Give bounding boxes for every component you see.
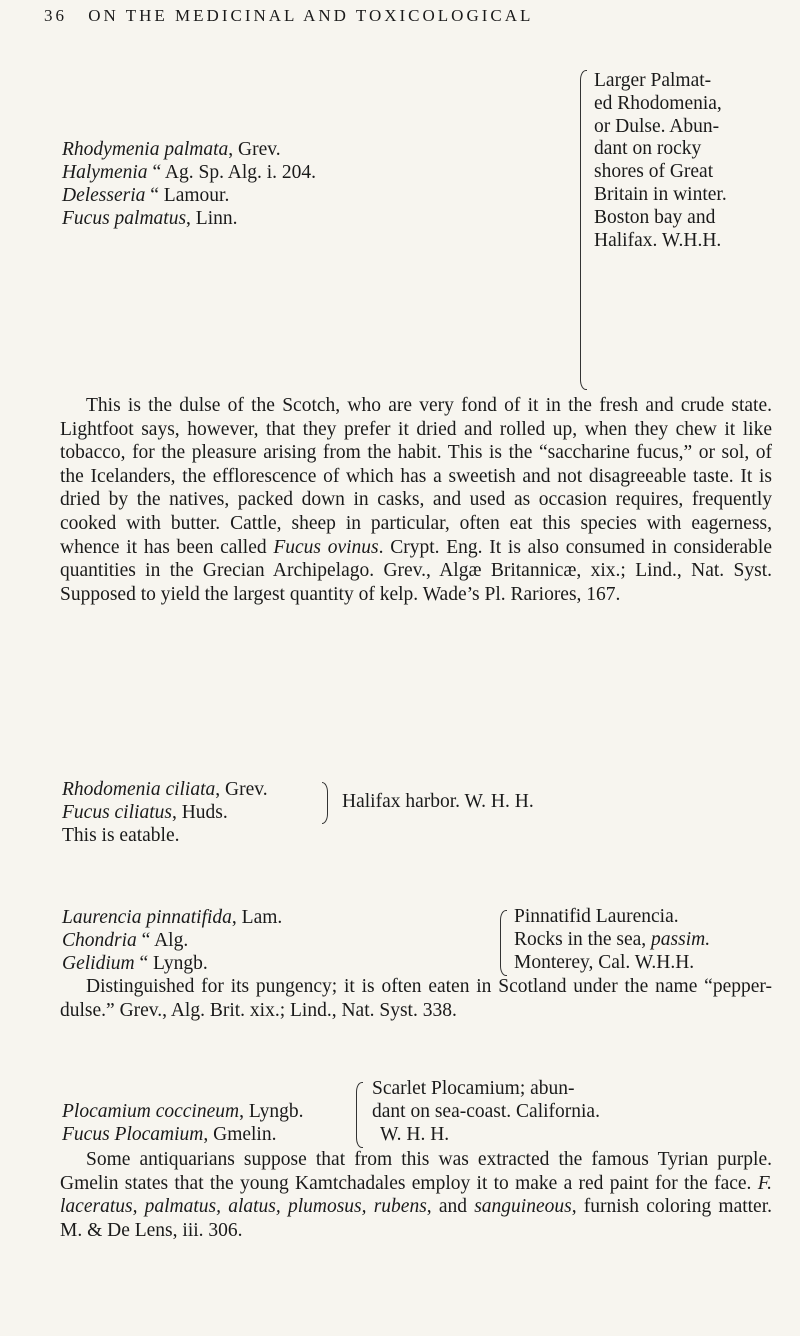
brace-mark	[580, 70, 587, 390]
synonym-line: Halymenia “ Ag. Sp. Alg. i. 204.	[62, 162, 317, 183]
entry2-location: Halifax harbor. W. H. H.	[342, 791, 534, 812]
entry3-synonyms	[62, 906, 282, 975]
entry1-synonyms	[62, 138, 316, 230]
entry3-description: Distinguished for its pungency; it is often eaten in Scotland under the name “pepper-dulse.” Grev., Alg. Brit. xix.; Lind., Nat. Syst. 338.	[60, 976, 772, 1021]
entry4-synonyms	[62, 1100, 304, 1146]
entry1-common-name-note: Larger Palmat- ed Rhodomenia, or Dulse. Abun- dant on rocky shores of Great Britain in winter. Boston bay and Halifax. W.H.H.	[594, 70, 727, 251]
brace-mark	[322, 782, 328, 824]
entry2-synonyms	[62, 778, 268, 824]
running-title: ON THE MEDICINAL AND TOXICOLOGICAL	[88, 6, 534, 25]
running-header	[44, 6, 774, 36]
entry3-common-name-note: Pinnatifid Laurencia. Rocks in the sea, passim. Monterey, Cal. W.H.H.	[514, 906, 711, 973]
entry1-description: This is the dulse of the Scotch, who are very fond of it in the fresh and crude state. Lightfoot says, however, that they prefer it dried and rolled up, when they chew it like tobacco, for the pleasure arising from the habit. This is the “saccharine fucus,” or sol, of the Icelanders, the efflorescence of which has a sweetish and not disagreeable taste. It is dried by the natives, packed down in casks, and used as occasion requires, frequently cooked with butter. Cattle, sheep in particular, often eat this species with eagerness, whence it has been called Fucus ovinus. Crypt. Eng. It is also consumed in considerable quantities in the Grecian Archipelago. Grev., Algæ Britannicæ, xix.; Lind., Nat. Syst. Supposed to yield the largest quantity of kelp. Wade’s Pl. Rariores, 167.	[60, 395, 772, 605]
brace-mark	[356, 1082, 363, 1148]
page-number: 36	[44, 6, 67, 25]
synonym-line: Gelidium “ Lyngb.	[62, 953, 208, 974]
synonym-line: Plocamium coccineum, Lyngb.	[62, 1101, 304, 1122]
synonym-line: Chondria “ Alg.	[62, 930, 189, 951]
entry2-description: This is eatable.	[62, 825, 180, 846]
synonym-line: Delesseria “ Lamour.	[62, 185, 230, 206]
brace-mark	[500, 910, 507, 976]
synonym-line: Laurencia pinnatifida, Lam.	[62, 907, 283, 928]
synonym-line: Fucus palmatus, Linn.	[62, 208, 238, 229]
entry4-common-name-note: Scarlet Plocamium; abun- dant on sea-coast. California. W. H. H.	[372, 1078, 600, 1145]
synonym-line: Rhodymenia palmata, Grev.	[62, 139, 281, 160]
entry4-description: Some antiquarians suppose that from this was extracted the famous Tyrian purple. Gmelin states that the young Kamtchadales employ it to make a red paint for the face. F. laceratus, palmatus, alatus, plumosus, rubens, and sanguineous, furnish coloring matter. M. & De Lens, iii. 306.	[60, 1149, 773, 1241]
synonym-line: Fucus ciliatus, Huds.	[62, 802, 228, 823]
synonym-line: Rhodomenia ciliata, Grev.	[62, 779, 268, 800]
synonym-line: Fucus Plocamium, Gmelin.	[62, 1124, 277, 1145]
